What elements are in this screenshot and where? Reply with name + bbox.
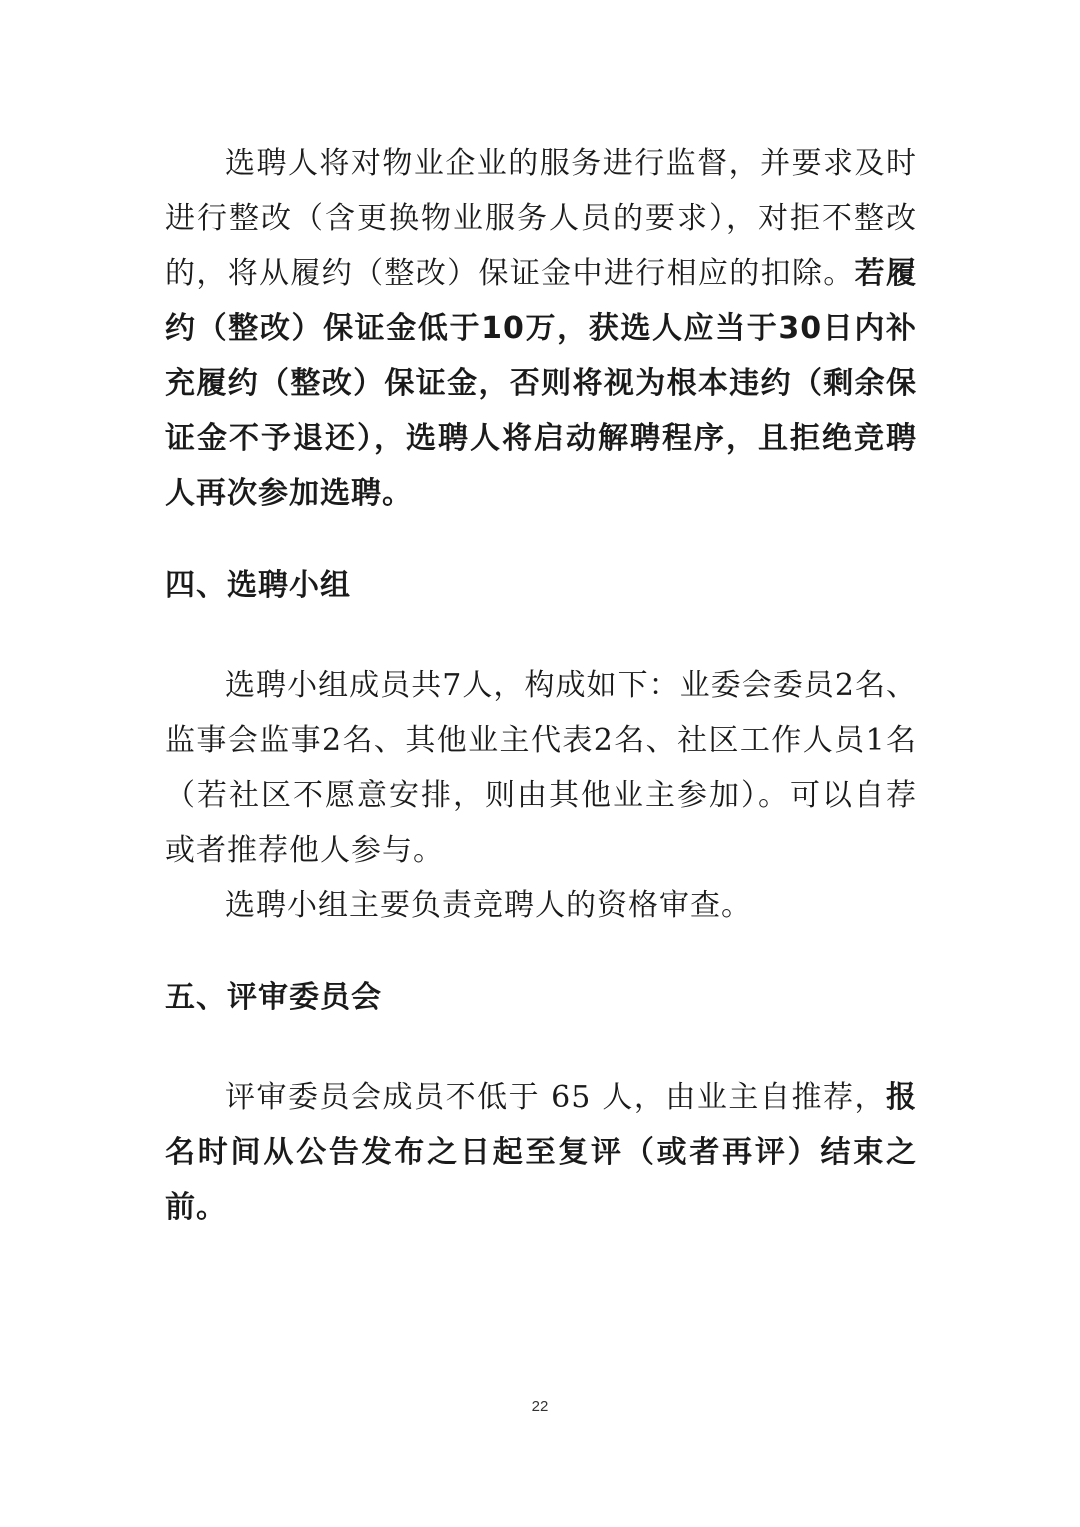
paragraph-supervision <box>165 136 917 521</box>
paragraph-group-duty: 选聘小组主要负责竞聘人的资格审查。 <box>225 888 752 923</box>
paragraph-committee-regular-text: 评审委员会成员不低于 65 人，由业主自推荐， <box>225 1080 886 1115</box>
page-number: 22 <box>531 1398 549 1415</box>
paragraph-committee-bold-text: 报名时间从公告发布之日起至复评（或者再评）结束之前。 <box>165 1080 917 1225</box>
document-body <box>165 136 917 1235</box>
paragraph-committee-members <box>165 1070 917 1235</box>
section-heading-review-committee: 五、评审委员会 <box>165 980 382 1015</box>
section-heading-selection-group: 四、选聘小组 <box>165 568 351 603</box>
paragraph-supervision-regular-text: 选聘人将对物业企业的服务进行监督，并要求及时进行整改（含更换物业服务人员的要求），对拒不整改的，将从履约（整改）保证金中进行相应的扣除。 <box>165 146 917 291</box>
paragraph-group-members: 选聘小组成员共7人，构成如下：业委会委员2名、监事会监事2名、其他业主代表2名、社区工作人员1名（若社区不愿意安排，则由其他业主参加）。可以自荐或者推荐他人参与。 <box>165 668 917 868</box>
paragraph-supervision-bold-text: 若履约（整改）保证金低于10万，获选人应当于30日内补充履约（整改）保证金，否则将视为根本违约（剩余保证金不予退还），选聘人将启动解聘程序，且拒绝竞聘人再次参加选聘。 <box>165 256 918 511</box>
